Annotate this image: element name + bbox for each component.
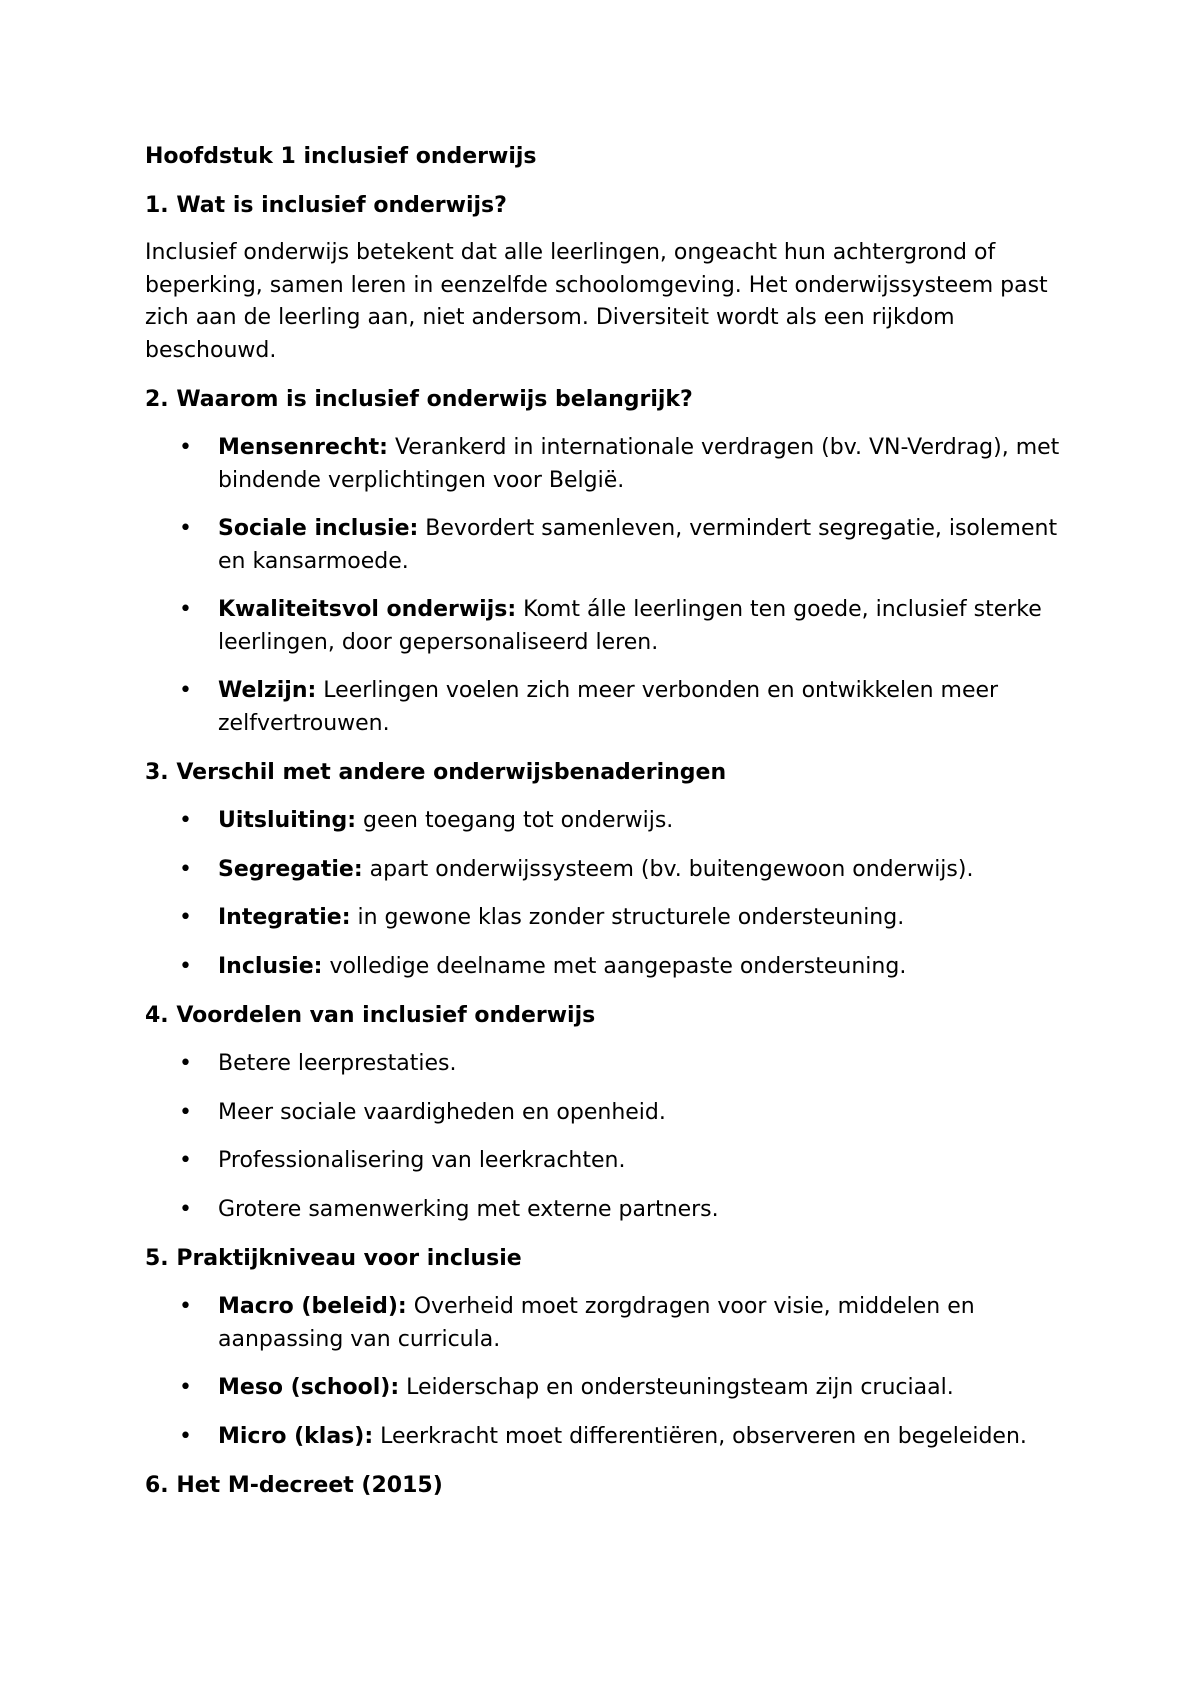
bullet-text: geen toegang tot onderwijs.	[356, 808, 674, 833]
bullet-text: Professionalisering van leerkrachten.	[218, 1148, 626, 1173]
bullet-text: apart onderwijssysteem (bv. buitengewoon onderwijs).	[362, 856, 974, 882]
bullet-term: Segregatie:	[218, 856, 363, 882]
bullet-icon: •	[179, 856, 192, 882]
list-item	[145, 1097, 1078, 1130]
bullet-text: Verankerd in internationale verdragen (bv. VN-Verdrag), met bindende verplichtingen voor België.	[218, 435, 1060, 493]
section-heading: 2. Waarom is inclusief onderwijs belangrijk?	[145, 387, 693, 412]
bullet-text: Grotere samenwerking met externe partners.	[218, 1196, 719, 1222]
list-item	[145, 1194, 1078, 1227]
bullet-icon: •	[179, 1375, 192, 1400]
bullet-icon: •	[179, 516, 192, 541]
bullet-text: Betere leerprestaties.	[218, 1051, 457, 1076]
section-heading: 6. Het M-decreet (2015)	[145, 1473, 443, 1498]
bullet-term: Sociale inclusie:	[218, 516, 419, 541]
list-item	[145, 594, 1078, 659]
bullet-icon: •	[179, 905, 192, 930]
list-item	[145, 1048, 1078, 1081]
section-3	[145, 756, 1080, 983]
list-item	[145, 1291, 1078, 1356]
bullet-icon: •	[179, 1051, 192, 1076]
section-heading: 3. Verschil met andere onderwijsbenaderingen	[145, 760, 727, 785]
bullet-list	[145, 1048, 1080, 1226]
bullet-term: Meso (school):	[218, 1375, 400, 1400]
list-item	[145, 902, 1078, 935]
list-item	[145, 805, 1078, 838]
bullet-text: Meer sociale vaardigheden en openheid.	[218, 1099, 666, 1125]
bullet-term: Uitsluiting:	[218, 808, 357, 833]
bullet-list	[145, 1291, 1080, 1453]
bullet-term: Inclusie:	[218, 953, 323, 979]
list-item	[145, 1145, 1078, 1178]
bullet-icon: •	[179, 1099, 192, 1125]
bullet-icon: •	[179, 953, 192, 979]
bullet-icon: •	[179, 1294, 192, 1319]
section-heading: 5. Praktijkniveau voor inclusie	[145, 1246, 522, 1271]
bullet-term: Mensenrecht:	[218, 435, 388, 460]
bullet-term: Welzijn:	[218, 678, 317, 703]
bullet-icon: •	[179, 435, 192, 460]
list-item	[145, 951, 1078, 984]
section-paragraph: Inclusief onderwijs betekent dat alle leerlingen, ongeacht hun achtergrond of beperking, samen leren in eenzelfde schoolomgeving. Het onderwijssysteem past zich aan de leerling aan, niet andersom. Diversiteit wordt als een rijkdom beschouwd.	[145, 240, 1048, 363]
section-6	[145, 1469, 1080, 1502]
list-item	[145, 1372, 1078, 1405]
bullet-text: volledige deelname met aangepaste ondersteuning.	[322, 953, 907, 979]
bullet-icon: •	[179, 678, 192, 703]
section-1	[145, 189, 1080, 367]
section-2	[145, 383, 1080, 740]
section-5	[145, 1242, 1080, 1453]
bullet-list	[145, 805, 1080, 983]
bullet-icon: •	[179, 1423, 192, 1449]
bullet-term: Kwaliteitsvol onderwijs:	[218, 597, 517, 622]
section-heading: 4. Voordelen van inclusief onderwijs	[145, 1003, 596, 1028]
bullet-text: Komt álle leerlingen ten goede, inclusief sterke leerlingen, door gepersonaliseerd leren.	[218, 597, 1042, 655]
bullet-text: Bevordert samenleven, vermindert segregatie, isolement en kansarmoede.	[218, 516, 1058, 574]
bullet-text: Overheid moet zorgdragen voor visie, middelen en aanpassing van curricula.	[218, 1294, 975, 1352]
bullet-text: Leerlingen voelen zich meer verbonden en ontwikkelen meer zelfvertrouwen.	[218, 678, 999, 736]
section-4	[145, 999, 1080, 1226]
bullet-term: Micro (klas):	[218, 1423, 374, 1449]
bullet-text: Leerkracht moet differentiëren, observeren en begeleiden.	[373, 1423, 1027, 1449]
list-item	[145, 854, 1078, 887]
bullet-icon: •	[179, 1148, 192, 1173]
list-item	[145, 675, 1078, 740]
bullet-icon: •	[179, 597, 192, 622]
bullet-icon: •	[179, 1196, 192, 1222]
list-item	[145, 432, 1078, 497]
bullet-term: Integratie:	[218, 905, 351, 930]
list-item	[145, 1421, 1078, 1454]
bullet-term: Macro (beleid):	[218, 1294, 407, 1319]
bullet-text: in gewone klas zonder structurele ondersteuning.	[350, 905, 905, 930]
list-item	[145, 513, 1078, 578]
bullet-text: Leiderschap en ondersteuningsteam zijn cruciaal.	[399, 1375, 954, 1400]
bullet-list	[145, 432, 1080, 740]
document-title: Hoofdstuk 1 inclusief onderwijs	[145, 144, 537, 169]
bullet-icon: •	[179, 808, 192, 833]
section-heading: 1. Wat is inclusief onderwijs?	[145, 193, 507, 218]
